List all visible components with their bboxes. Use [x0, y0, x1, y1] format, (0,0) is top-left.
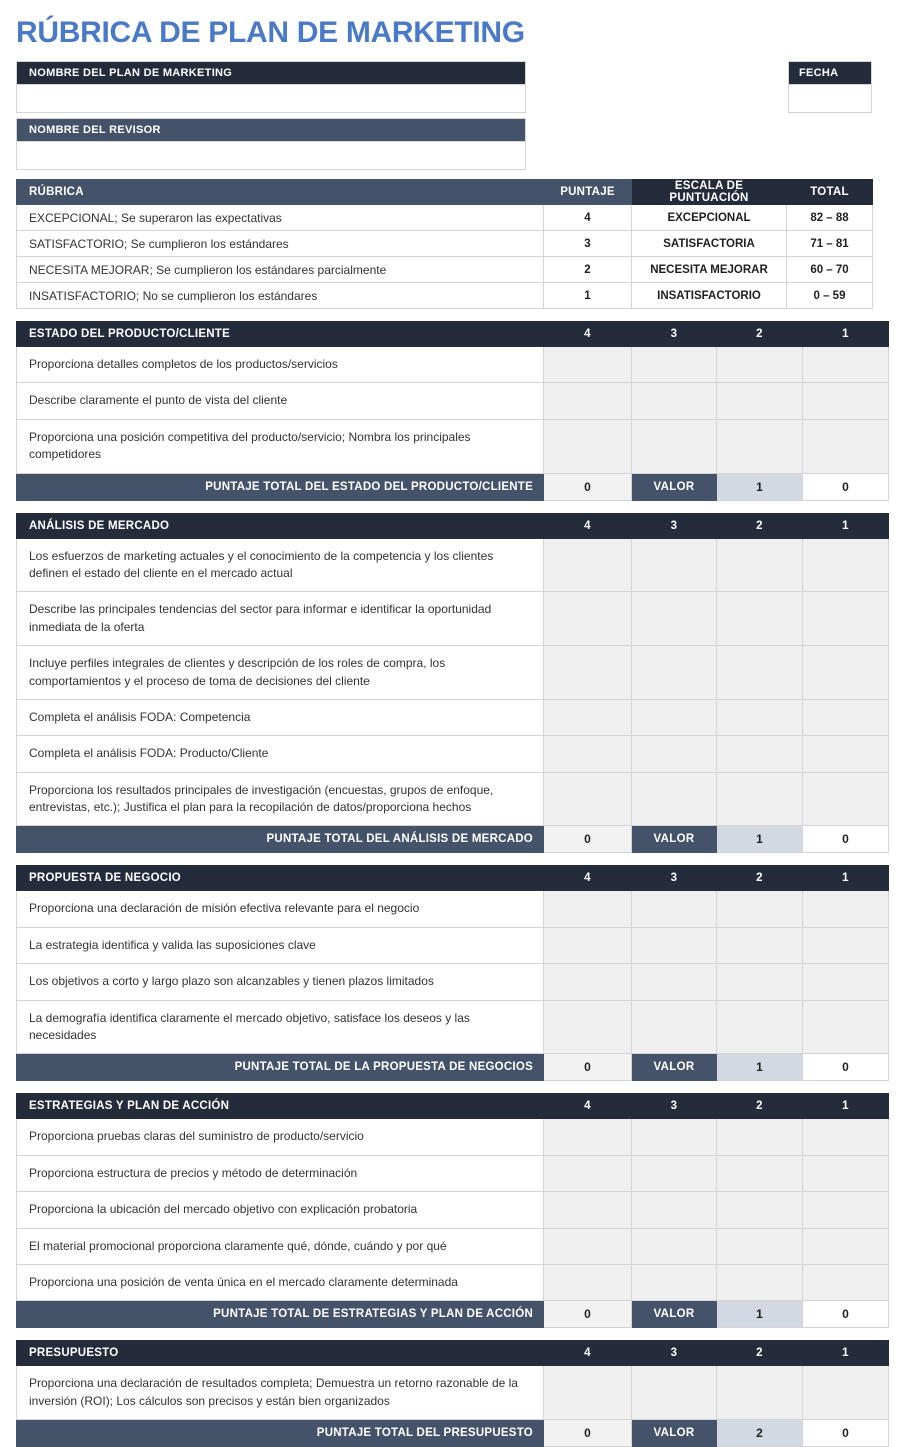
criteria-section [16, 321, 884, 501]
score-cell-4[interactable] [544, 592, 632, 646]
score-cell-3[interactable] [632, 1000, 717, 1054]
rubric-level-range: 71 – 81 [787, 231, 873, 257]
score-cell-3[interactable] [632, 347, 717, 383]
section-total-score: 0 [544, 473, 632, 500]
table-row [17, 1119, 889, 1155]
score-column-header-1: 1 [803, 322, 889, 347]
criterion-text: Proporciona una declaración de misión efectiva relevante para el negocio [17, 891, 544, 927]
score-cell-3[interactable] [632, 891, 717, 927]
score-cell-4[interactable] [544, 383, 632, 419]
score-cell-1[interactable] [803, 419, 889, 473]
date-input[interactable] [789, 84, 871, 112]
score-cell-1[interactable] [803, 1119, 889, 1155]
score-cell-3[interactable] [632, 772, 717, 826]
score-cell-4[interactable] [544, 1192, 632, 1228]
score-col-header: PUNTAJE [544, 180, 632, 205]
rubric-level-description: SATISFACTORIO; Se cumplieron los estándares [17, 231, 544, 257]
score-cell-3[interactable] [632, 927, 717, 963]
table-row [17, 231, 873, 257]
section-total-score: 0 [544, 1301, 632, 1328]
score-cell-4[interactable] [544, 1155, 632, 1191]
score-cell-4[interactable] [544, 538, 632, 592]
section-total-label: PUNTAJE TOTAL DEL ESTADO DEL PRODUCTO/CLIENTE [17, 473, 544, 500]
score-cell-4[interactable] [544, 1366, 632, 1420]
score-cell-3[interactable] [632, 1119, 717, 1155]
rubric-level-description: NECESITA MEJORAR; Se cumplieron los estándares parcialmente [17, 257, 544, 283]
section-title: PRESUPUESTO [17, 1341, 544, 1366]
plan-name-input[interactable] [17, 84, 525, 112]
rubric-level-score: 3 [544, 231, 632, 257]
reviewer-name-label: NOMBRE DEL REVISOR [17, 119, 525, 141]
score-cell-2[interactable] [717, 419, 803, 473]
section-total-row [17, 1420, 889, 1447]
criterion-text: Proporciona la ubicación del mercado objetivo con explicación probatoria [17, 1192, 544, 1228]
criterion-text: Proporciona pruebas claras del suministro de producto/servicio [17, 1119, 544, 1155]
score-column-header-1: 1 [803, 1341, 889, 1366]
score-cell-4[interactable] [544, 1264, 632, 1300]
score-cell-3[interactable] [632, 383, 717, 419]
section-total-label: PUNTAJE TOTAL DE ESTRATEGIAS Y PLAN DE ACCIÓN [17, 1301, 544, 1328]
section-total-label: PUNTAJE TOTAL DEL PRESUPUESTO [17, 1420, 544, 1447]
section-valor-label: VALOR [632, 826, 717, 853]
score-cell-1[interactable] [803, 347, 889, 383]
criteria-section [16, 865, 884, 1081]
rubric-level-description: INSATISFACTORIO; No se cumplieron los estándares [17, 283, 544, 309]
score-cell-2[interactable] [717, 927, 803, 963]
rubric-level-name: INSATISFACTORIO [632, 283, 787, 309]
rubric-level-range: 82 – 88 [787, 205, 873, 231]
table-row [17, 538, 889, 592]
score-cell-1[interactable] [803, 736, 889, 772]
section-total-value: 0 [803, 473, 889, 500]
rubric-scale-table [16, 179, 873, 309]
table-row [17, 283, 873, 309]
score-column-header-3: 3 [632, 1341, 717, 1366]
criterion-text: Describe las principales tendencias del sector para informar e identificar la oportunidad inmediata de la oferta [17, 592, 544, 646]
table-row [17, 419, 889, 473]
score-cell-2[interactable] [717, 383, 803, 419]
section-valor-label: VALOR [632, 473, 717, 500]
section-title: ANÁLISIS DE MERCADO [17, 513, 544, 538]
total-col-header: TOTAL [787, 180, 873, 205]
section-total-value: 0 [803, 826, 889, 853]
section-header-row [17, 1341, 889, 1366]
criterion-text: Incluye perfiles integrales de clientes y descripción de los roles de compra, los comportamientos y el proceso de toma de decisiones del cliente [17, 646, 544, 700]
score-cell-1[interactable] [803, 1228, 889, 1264]
table-row [17, 964, 889, 1000]
document-info-block [16, 61, 884, 173]
table-row [17, 205, 873, 231]
score-cell-3[interactable] [632, 592, 717, 646]
rubric-level-name: SATISFACTORIA [632, 231, 787, 257]
criteria-section [16, 1093, 884, 1328]
section-weight: 1 [717, 1301, 803, 1328]
section-total-row [17, 1054, 889, 1081]
section-header-row [17, 322, 889, 347]
section-valor-label: VALOR [632, 1420, 717, 1447]
reviewer-name-input[interactable] [17, 141, 525, 169]
score-cell-1[interactable] [803, 538, 889, 592]
table-row [17, 927, 889, 963]
section-total-label: PUNTAJE TOTAL DE LA PROPUESTA DE NEGOCIOS [17, 1054, 544, 1081]
table-row [17, 699, 889, 735]
score-cell-2[interactable] [717, 736, 803, 772]
criterion-text: Los esfuerzos de marketing actuales y el conocimiento de la competencia y los clientes definen el estado del cliente en el mercado actual [17, 538, 544, 592]
score-cell-3[interactable] [632, 1264, 717, 1300]
score-cell-2[interactable] [717, 1366, 803, 1420]
criterion-text: El material promocional proporciona claramente qué, dónde, cuándo y por qué [17, 1228, 544, 1264]
score-column-header-2: 2 [717, 1341, 803, 1366]
score-column-header-4: 4 [544, 1341, 632, 1366]
reviewer-name-field [16, 118, 526, 170]
rubric-level-name: EXCEPCIONAL [632, 205, 787, 231]
score-cell-3[interactable] [632, 1228, 717, 1264]
table-row [17, 1366, 889, 1420]
score-cell-4[interactable] [544, 699, 632, 735]
score-cell-2[interactable] [717, 772, 803, 826]
score-cell-4[interactable] [544, 891, 632, 927]
score-column-header-1: 1 [803, 866, 889, 891]
section-header-row [17, 1094, 889, 1119]
score-cell-3[interactable] [632, 646, 717, 700]
criterion-text: Los objetivos a corto y largo plazo son alcanzables y tienen plazos limitados [17, 964, 544, 1000]
section-total-value: 0 [803, 1054, 889, 1081]
score-cell-3[interactable] [632, 1155, 717, 1191]
section-weight: 1 [717, 826, 803, 853]
score-cell-1[interactable] [803, 1192, 889, 1228]
section-header-row [17, 513, 889, 538]
score-cell-3[interactable] [632, 964, 717, 1000]
date-field [788, 61, 872, 113]
rubric-level-score: 2 [544, 257, 632, 283]
score-cell-1[interactable] [803, 1155, 889, 1191]
scale-col-header: ESCALA DE PUNTUACIÓN [632, 180, 787, 205]
criterion-text: La demografía identifica claramente el mercado objetivo, satisface los deseos y las necesidades [17, 1000, 544, 1054]
score-cell-2[interactable] [717, 1155, 803, 1191]
section-valor-label: VALOR [632, 1301, 717, 1328]
score-cell-1[interactable] [803, 1000, 889, 1054]
score-cell-1[interactable] [803, 772, 889, 826]
table-row [17, 257, 873, 283]
table-row [17, 383, 889, 419]
rubric-col-header: RÚBRICA [17, 180, 544, 205]
score-cell-3[interactable] [632, 538, 717, 592]
score-cell-2[interactable] [717, 891, 803, 927]
score-cell-1[interactable] [803, 927, 889, 963]
rubric-scale-header-row [17, 180, 873, 205]
score-cell-2[interactable] [717, 1119, 803, 1155]
score-cell-1[interactable] [803, 891, 889, 927]
score-cell-2[interactable] [717, 1000, 803, 1054]
score-column-header-2: 2 [717, 1094, 803, 1119]
score-cell-3[interactable] [632, 736, 717, 772]
score-column-header-4: 4 [544, 866, 632, 891]
table-row [17, 736, 889, 772]
score-cell-1[interactable] [803, 1264, 889, 1300]
criterion-text: Proporciona una posición competitiva del producto/servicio; Nombra los principales competidores [17, 419, 544, 473]
score-cell-4[interactable] [544, 736, 632, 772]
score-cell-4[interactable] [544, 772, 632, 826]
score-cell-1[interactable] [803, 699, 889, 735]
score-cell-4[interactable] [544, 927, 632, 963]
table-row [17, 347, 889, 383]
rubric-level-description: EXCEPCIONAL; Se superaron las expectativas [17, 205, 544, 231]
criterion-text: Proporciona los resultados principales de investigación (encuestas, grupos de enfoque, entrevistas, etc.); Justifica el plan para la recopilación de datos/proporciona hechos [17, 772, 544, 826]
score-cell-2[interactable] [717, 1264, 803, 1300]
table-row [17, 1228, 889, 1264]
score-cell-4[interactable] [544, 646, 632, 700]
score-column-header-1: 1 [803, 513, 889, 538]
rubric-level-range: 60 – 70 [787, 257, 873, 283]
table-row [17, 592, 889, 646]
score-column-header-2: 2 [717, 866, 803, 891]
score-cell-1[interactable] [803, 646, 889, 700]
criterion-text: Describe claramente el punto de vista del cliente [17, 383, 544, 419]
section-total-row [17, 473, 889, 500]
criterion-text: Proporciona detalles completos de los productos/servicios [17, 347, 544, 383]
score-cell-2[interactable] [717, 964, 803, 1000]
criteria-section [16, 1340, 884, 1447]
page-title: RÚBRICA DE PLAN DE MARKETING [16, 16, 525, 49]
section-total-score: 0 [544, 1054, 632, 1081]
score-cell-4[interactable] [544, 964, 632, 1000]
score-cell-2[interactable] [717, 347, 803, 383]
rubric-level-name: NECESITA MEJORAR [632, 257, 787, 283]
section-weight: 1 [717, 1054, 803, 1081]
score-column-header-4: 4 [544, 1094, 632, 1119]
score-cell-4[interactable] [544, 1228, 632, 1264]
score-cell-4[interactable] [544, 347, 632, 383]
section-title: PROPUESTA DE NEGOCIO [17, 866, 544, 891]
section-weight: 1 [717, 473, 803, 500]
score-cell-1[interactable] [803, 383, 889, 419]
criterion-text: Completa el análisis FODA: Producto/Cliente [17, 736, 544, 772]
score-cell-2[interactable] [717, 538, 803, 592]
rubric-level-score: 4 [544, 205, 632, 231]
table-row [17, 646, 889, 700]
table-row [17, 772, 889, 826]
table-row [17, 1192, 889, 1228]
criterion-text: Completa el análisis FODA: Competencia [17, 699, 544, 735]
section-title: ESTADO DEL PRODUCTO/CLIENTE [17, 322, 544, 347]
criterion-text: Proporciona estructura de precios y método de determinación [17, 1155, 544, 1191]
criterion-text: Proporciona una posición de venta única en el mercado claramente determinada [17, 1264, 544, 1300]
criteria-section [16, 513, 884, 854]
score-column-header-3: 3 [632, 513, 717, 538]
section-total-score: 0 [544, 1420, 632, 1447]
score-column-header-4: 4 [544, 513, 632, 538]
score-cell-3[interactable] [632, 699, 717, 735]
score-cell-2[interactable] [717, 1192, 803, 1228]
plan-name-field [16, 61, 526, 113]
score-cell-3[interactable] [632, 1366, 717, 1420]
table-row [17, 1000, 889, 1054]
section-total-score: 0 [544, 826, 632, 853]
score-cell-2[interactable] [717, 592, 803, 646]
score-cell-2[interactable] [717, 699, 803, 735]
table-row [17, 1264, 889, 1300]
section-valor-label: VALOR [632, 1054, 717, 1081]
score-column-header-3: 3 [632, 866, 717, 891]
table-row [17, 1155, 889, 1191]
section-total-row [17, 826, 889, 853]
score-cell-3[interactable] [632, 419, 717, 473]
score-cell-4[interactable] [544, 1000, 632, 1054]
section-total-value: 0 [803, 1301, 889, 1328]
score-cell-1[interactable] [803, 1366, 889, 1420]
rubric-level-range: 0 – 59 [787, 283, 873, 309]
score-cell-3[interactable] [632, 1192, 717, 1228]
section-total-row [17, 1301, 889, 1328]
score-cell-1[interactable] [803, 964, 889, 1000]
section-header-row [17, 866, 889, 891]
score-column-header-4: 4 [544, 322, 632, 347]
score-cell-4[interactable] [544, 419, 632, 473]
plan-name-label: NOMBRE DEL PLAN DE MARKETING [17, 62, 525, 84]
table-row [17, 891, 889, 927]
score-cell-2[interactable] [717, 646, 803, 700]
rubric-level-score: 1 [544, 283, 632, 309]
section-title: ESTRATEGIAS Y PLAN DE ACCIÓN [17, 1094, 544, 1119]
section-total-value: 0 [803, 1420, 889, 1447]
score-column-header-2: 2 [717, 322, 803, 347]
score-column-header-3: 3 [632, 322, 717, 347]
criterion-text: La estrategia identifica y valida las suposiciones clave [17, 927, 544, 963]
criterion-text: Proporciona una declaración de resultados completa; Demuestra un retorno razonable de la inversión (ROI); Los cálculos son precisos y están bien organizados [17, 1366, 544, 1420]
section-weight: 2 [717, 1420, 803, 1447]
score-column-header-3: 3 [632, 1094, 717, 1119]
score-cell-2[interactable] [717, 1228, 803, 1264]
criteria-sections [16, 321, 884, 1447]
score-cell-4[interactable] [544, 1119, 632, 1155]
score-column-header-1: 1 [803, 1094, 889, 1119]
section-total-label: PUNTAJE TOTAL DEL ANÁLISIS DE MERCADO [17, 826, 544, 853]
score-cell-1[interactable] [803, 592, 889, 646]
score-column-header-2: 2 [717, 513, 803, 538]
date-label: FECHA [789, 62, 871, 84]
